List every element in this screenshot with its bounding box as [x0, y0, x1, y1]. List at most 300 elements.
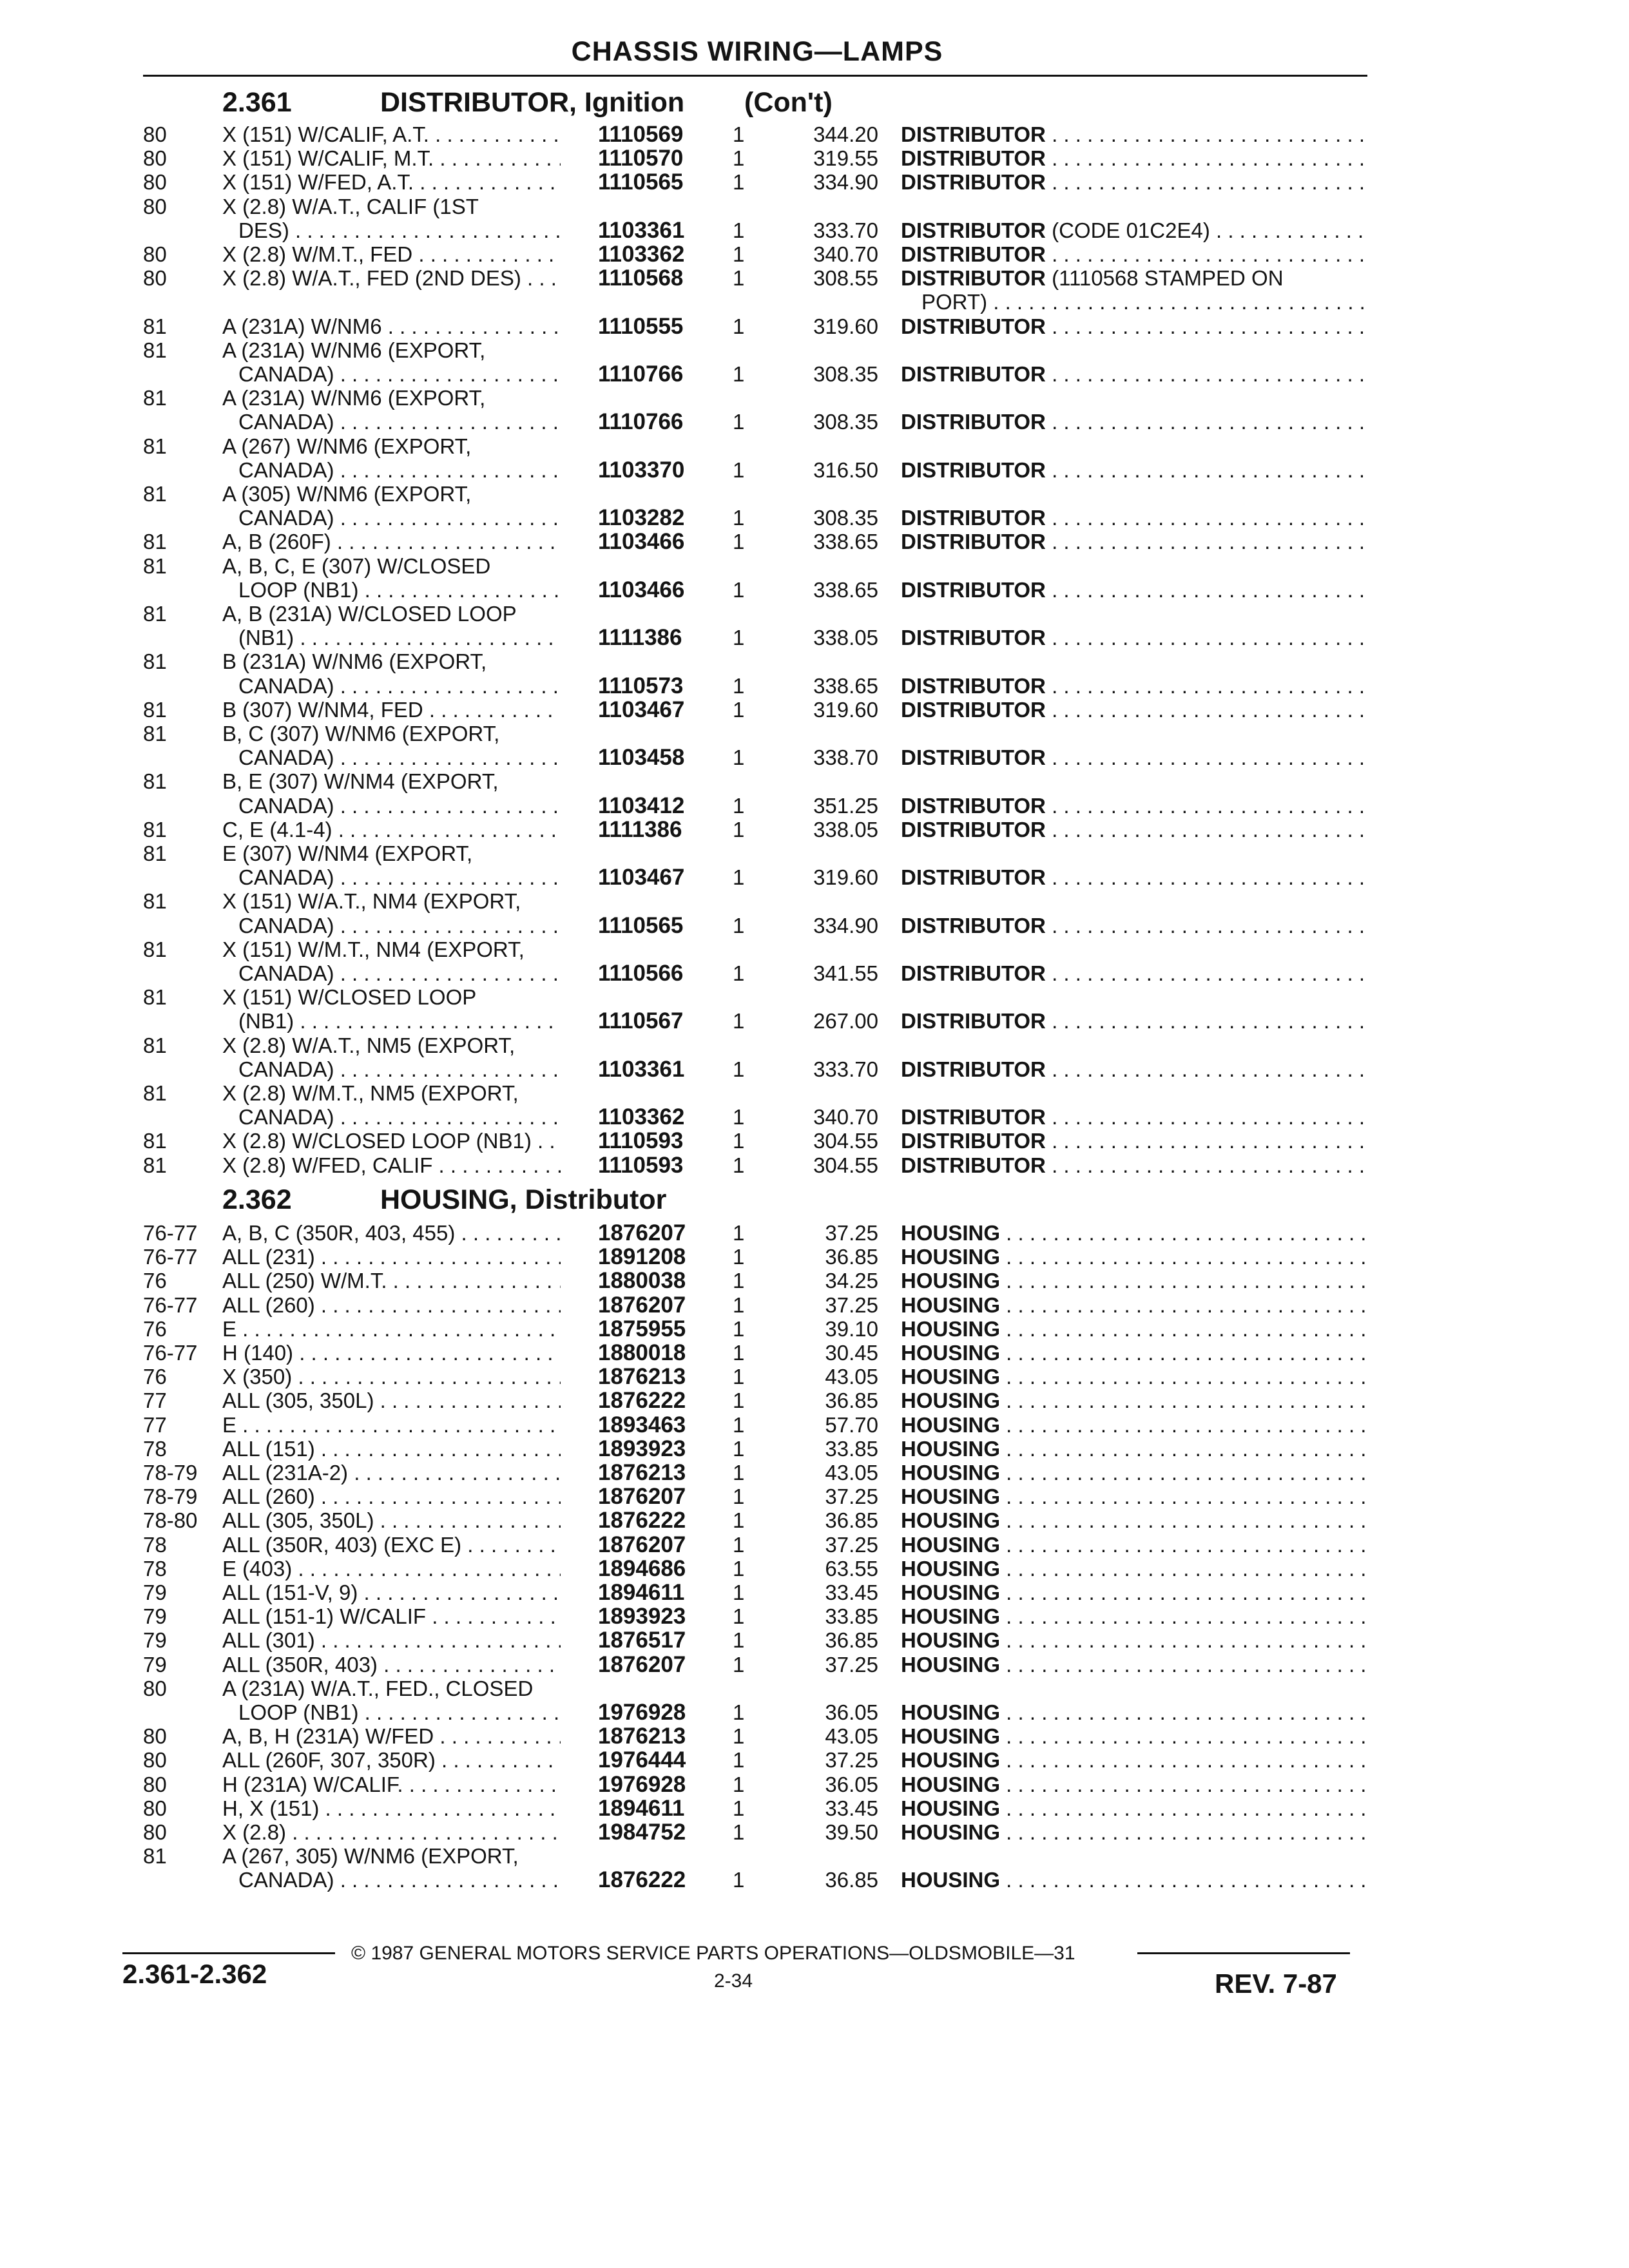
part-name: [901, 506, 1366, 530]
part-name-text: HOUSING: [901, 1772, 1001, 1796]
part-name-text: HOUSING: [901, 1604, 1001, 1629]
price: 340.70: [813, 242, 878, 266]
price: 34.25: [825, 1269, 878, 1293]
part-description: X (2.8) W/A.T., FED (2ND DES) . . .: [222, 266, 561, 290]
quantity: 1: [733, 865, 745, 890]
part-number: 1103466: [598, 577, 685, 602]
model-year: 80: [143, 1820, 167, 1844]
part-number: 1103361: [598, 217, 685, 243]
part-description: ALL (301) . . .: [222, 1628, 561, 1652]
part-number: 1880038: [598, 1268, 686, 1294]
part-description-continued: CANADA) . . .: [238, 865, 561, 889]
part-description-continued: CANADA) . . .: [238, 1057, 561, 1081]
part-name-text: HOUSING: [901, 1365, 1001, 1389]
part-description-continued: CANADA) . . .: [238, 506, 561, 530]
model-year: 79: [143, 1604, 167, 1629]
part-name-text: HOUSING: [901, 1796, 1001, 1820]
part-name: [901, 1461, 1366, 1485]
price: 36.85: [825, 1868, 878, 1892]
part-name: [901, 698, 1366, 722]
quantity: 1: [733, 314, 745, 338]
model-year: 76: [143, 1269, 167, 1293]
part-description: ALL (350R, 403) (EXC E) . . .: [222, 1533, 561, 1557]
price: 36.85: [825, 1245, 878, 1269]
part-name: [901, 961, 1366, 985]
quantity: 1: [733, 1508, 745, 1533]
model-year: 81: [143, 1081, 167, 1105]
part-number: 1110565: [598, 169, 684, 195]
price: 333.70: [813, 218, 878, 242]
part-number: 1876213: [598, 1724, 686, 1749]
model-year: 81: [143, 649, 167, 674]
part-number: 1876207: [598, 1292, 686, 1318]
part-name-text: DISTRIBUTOR: [901, 146, 1046, 171]
part-name-text: DISTRIBUTOR: [901, 626, 1046, 650]
part-description: ALL (231) . . .: [222, 1245, 561, 1269]
part-name-text: HOUSING: [901, 1581, 1001, 1604]
part-name-text: HOUSING: [901, 1820, 1001, 1844]
part-name: [901, 1245, 1366, 1269]
quantity: 1: [733, 1581, 745, 1604]
section-number: 2.362: [222, 1184, 292, 1215]
part-description: A, B, H (231A) W/FED . . .: [222, 1724, 561, 1748]
price: 36.05: [825, 1700, 878, 1724]
model-year: 80: [143, 1748, 167, 1773]
part-name: [901, 1009, 1366, 1033]
part-number: 1876207: [598, 1532, 686, 1557]
quantity: 1: [733, 697, 745, 722]
quantity: 1: [733, 410, 745, 434]
part-name: [901, 1581, 1366, 1604]
quantity: 1: [733, 146, 745, 171]
part-description: X (151) W/CALIF, M.T. . . .: [222, 146, 561, 170]
model-year: 81: [143, 889, 167, 914]
price: 334.90: [813, 170, 878, 195]
part-number: 1103458: [598, 745, 685, 771]
part-description: ALL (305, 350L) . . .: [222, 1508, 561, 1532]
price: 43.05: [825, 1724, 878, 1749]
quantity: 1: [733, 1724, 745, 1749]
part-number: 1984752: [598, 1820, 686, 1845]
footer-copyright: © 1987 GENERAL MOTORS SERVICE PARTS OPERATIONS—OLDSMOBILE—31: [351, 1943, 1075, 1964]
part-name: [901, 1796, 1366, 1820]
quantity: 1: [733, 673, 745, 698]
footer-page-number: 2-34: [714, 1970, 753, 1992]
price: 37.25: [825, 1748, 878, 1773]
part-number: 1110593: [598, 1152, 684, 1178]
part-name-text: DISTRIBUTOR: [901, 1057, 1046, 1081]
model-year: 81: [143, 985, 167, 1010]
price: 37.25: [825, 1652, 878, 1677]
price: 316.50: [813, 457, 878, 482]
price: 319.55: [813, 146, 878, 171]
part-description-continued: (NB1) . . .: [238, 1009, 561, 1033]
part-description: X (2.8) W/M.T., FED . . .: [222, 242, 561, 266]
part-name-text: DISTRIBUTOR: [901, 122, 1046, 146]
quantity: 1: [733, 1700, 745, 1724]
part-name: [901, 1724, 1366, 1748]
part-number: 1894611: [598, 1795, 685, 1821]
part-description: C, E (4.1-4) . . .: [222, 818, 561, 841]
price: 338.05: [813, 817, 878, 841]
model-year: 81: [143, 602, 167, 626]
part-description: B (307) W/NM4, FED . . .: [222, 698, 561, 722]
part-name: [901, 1557, 1366, 1581]
quantity: 1: [733, 1341, 745, 1365]
price: 37.25: [825, 1532, 878, 1557]
part-description-continued: CANADA) . . .: [238, 674, 561, 698]
part-name-text: DISTRIBUTOR: [901, 1009, 1046, 1033]
model-year: 81: [143, 1153, 167, 1177]
part-description: X (2.8) W/M.T., NM5 (EXPORT,: [222, 1081, 519, 1105]
price: 43.05: [825, 1365, 878, 1389]
quantity: 1: [733, 1105, 745, 1129]
model-year: 81: [143, 314, 167, 338]
part-description: A (231A) W/A.T., FED., CLOSED: [222, 1676, 534, 1700]
part-description: H, X (151) . . .: [222, 1796, 561, 1820]
part-name: [901, 818, 1366, 841]
part-name-text: DISTRIBUTOR: [901, 457, 1046, 482]
part-name-text: DISTRIBUTOR: [901, 218, 1046, 242]
part-description: X (2.8) W/CLOSED LOOP (NB1) . . .: [222, 1129, 561, 1153]
part-name-text: DISTRIBUTOR: [901, 266, 1046, 291]
part-number: 1894686: [598, 1555, 686, 1581]
part-name: [901, 914, 1366, 937]
quantity: 1: [733, 218, 745, 242]
part-name: [901, 362, 1366, 386]
price: 304.55: [813, 1129, 878, 1153]
part-number: 1893923: [598, 1436, 686, 1461]
part-name: [901, 674, 1366, 698]
part-name-text: HOUSING: [901, 1628, 1001, 1653]
part-description-continued: LOOP (NB1) . . .: [238, 578, 561, 602]
part-name: [901, 1057, 1366, 1081]
part-name-text: HOUSING: [901, 1724, 1001, 1749]
part-name: [901, 745, 1366, 769]
quantity: 1: [733, 1748, 745, 1773]
part-name: [901, 146, 1366, 170]
part-description: E (307) W/NM4 (EXPORT,: [222, 841, 473, 865]
quantity: 1: [733, 1461, 745, 1485]
part-name-text: DISTRIBUTOR: [901, 673, 1046, 698]
model-year: 78-79: [143, 1461, 198, 1485]
part-name: [901, 1413, 1366, 1437]
part-name: [901, 1221, 1366, 1245]
price: 33.85: [825, 1436, 878, 1461]
part-name: [901, 1485, 1366, 1508]
part-name: [901, 1773, 1366, 1796]
part-name-text: DISTRIBUTOR: [901, 577, 1046, 602]
part-description: X (350) . . .: [222, 1365, 561, 1389]
part-name-text: HOUSING: [901, 1316, 1001, 1341]
quantity: 1: [733, 506, 745, 530]
part-description: A, B, C, E (307) W/CLOSED: [222, 553, 491, 578]
part-name: [901, 530, 1366, 553]
part-description: X (151) W/FED, A.T. . . .: [222, 170, 561, 194]
part-name-text: HOUSING: [901, 1868, 1001, 1892]
part-name-text: DISTRIBUTOR: [901, 410, 1046, 434]
price: 338.65: [813, 530, 878, 554]
part-name-text: HOUSING: [901, 1748, 1001, 1773]
part-number: 1876207: [598, 1220, 686, 1245]
model-year: 81: [143, 530, 167, 554]
part-name: [901, 1700, 1366, 1724]
part-number: 1876207: [598, 1651, 686, 1677]
quantity: 1: [733, 457, 745, 482]
part-description-continued: CANADA) . . .: [238, 458, 561, 482]
part-number: 1110766: [598, 409, 684, 435]
price: 57.70: [825, 1412, 878, 1437]
part-description: B, E (307) W/NM4 (EXPORT,: [222, 769, 499, 794]
part-name-text: DISTRIBUTOR: [901, 506, 1046, 530]
part-number: 1110570: [598, 146, 684, 171]
quantity: 1: [733, 1269, 745, 1293]
model-year: 80: [143, 1796, 167, 1820]
part-number: 1894611: [598, 1580, 685, 1605]
part-number: 1976928: [598, 1771, 686, 1797]
part-description: A (231A) W/NM6 . . .: [222, 314, 561, 338]
part-number: 1103412: [598, 793, 685, 818]
part-description-continued: CANADA) . . .: [238, 961, 561, 985]
quantity: 1: [733, 122, 745, 146]
part-description: E . . .: [222, 1317, 561, 1341]
part-name-text: HOUSING: [901, 1436, 1001, 1461]
quantity: 1: [733, 913, 745, 937]
part-name-text: DISTRIBUTOR: [901, 314, 1046, 338]
part-name: [901, 458, 1366, 482]
part-number: 1876222: [598, 1867, 686, 1893]
price: 33.85: [825, 1604, 878, 1629]
model-year: 80: [143, 242, 167, 266]
model-year: 80: [143, 170, 167, 195]
header-rule: [143, 75, 1367, 77]
quantity: 1: [733, 1153, 745, 1177]
quantity: 1: [733, 1293, 745, 1317]
price: 319.60: [813, 697, 878, 722]
section-heading: DISTRIBUTOR, Ignition: [380, 87, 685, 118]
part-description: E (403) . . .: [222, 1557, 561, 1581]
quantity: 1: [733, 1412, 745, 1437]
part-description: ALL (250) W/M.T. . . .: [222, 1269, 561, 1293]
part-number: 1880018: [598, 1340, 686, 1365]
price: 43.05: [825, 1461, 878, 1485]
model-year: 81: [143, 1033, 167, 1057]
model-year: 81: [143, 553, 167, 578]
part-number: 1103467: [598, 697, 685, 722]
part-description: X (151) W/CALIF, A.T. . . .: [222, 122, 561, 146]
part-description: ALL (260) . . .: [222, 1485, 561, 1508]
price: 338.70: [813, 745, 878, 770]
price: 267.00: [813, 1009, 878, 1033]
footer-section-range: 2.361-2.362: [122, 1959, 267, 1989]
part-description: E . . .: [222, 1413, 561, 1437]
part-description: ALL (350R, 403) . . .: [222, 1653, 561, 1677]
part-number: 1110593: [598, 1128, 684, 1154]
part-name-text: HOUSING: [901, 1461, 1001, 1485]
part-description: ALL (231A-2) . . .: [222, 1461, 561, 1485]
part-name: [901, 1437, 1366, 1461]
model-year: 80: [143, 266, 167, 291]
part-number: 1103361: [598, 1056, 685, 1082]
part-name-text: DISTRIBUTOR: [901, 793, 1046, 818]
part-name: [901, 410, 1366, 434]
part-note-continued: PORT) . . .: [921, 290, 1366, 314]
part-description: X (2.8) . . .: [222, 1820, 561, 1844]
part-description: H (140) . . .: [222, 1341, 561, 1365]
part-number: 1111386: [598, 625, 682, 651]
part-number: 1976928: [598, 1699, 686, 1725]
model-year: 76-77: [143, 1293, 198, 1317]
part-name: [901, 865, 1366, 889]
model-year: 76-77: [143, 1341, 198, 1365]
part-number: 1110567: [598, 1008, 684, 1034]
price: 341.55: [813, 961, 878, 985]
part-name: [901, 578, 1366, 602]
model-year: 81: [143, 338, 167, 362]
quantity: 1: [733, 1820, 745, 1844]
model-year: 81: [143, 386, 167, 410]
part-name-text: DISTRIBUTOR: [901, 961, 1046, 985]
part-number: 1110573: [598, 673, 684, 698]
price: 308.35: [813, 361, 878, 386]
part-description: B (231A) W/NM6 (EXPORT,: [222, 649, 487, 674]
model-year: 76: [143, 1365, 167, 1389]
part-name: [901, 242, 1366, 266]
part-description-continued: CANADA) . . .: [238, 362, 561, 386]
part-name: [901, 1653, 1366, 1677]
part-name-text: DISTRIBUTOR: [901, 361, 1046, 386]
quantity: 1: [733, 1009, 745, 1033]
part-description-continued: CANADA) . . .: [238, 745, 561, 769]
quantity: 1: [733, 1556, 745, 1581]
part-description-continued: DES) . . .: [238, 218, 561, 242]
part-number: 1110766: [598, 361, 684, 387]
price: 37.25: [825, 1221, 878, 1245]
part-description: X (2.8) W/A.T., NM5 (EXPORT,: [222, 1033, 516, 1057]
quantity: 1: [733, 1129, 745, 1153]
part-description: X (2.8) W/A.T., CALIF (1ST: [222, 194, 479, 218]
quantity: 1: [733, 1604, 745, 1629]
part-number: 1103362: [598, 242, 685, 267]
quantity: 1: [733, 1245, 745, 1269]
price: 37.25: [825, 1293, 878, 1317]
quantity: 1: [733, 626, 745, 650]
part-name-text: HOUSING: [901, 1556, 1001, 1581]
part-number: 1876213: [598, 1460, 686, 1485]
part-name: [901, 1129, 1366, 1153]
part-name-text: HOUSING: [901, 1341, 1001, 1365]
part-note: (CODE 01C2E4): [1052, 218, 1210, 242]
part-number: 1876222: [598, 1508, 686, 1533]
part-number: 1103282: [598, 505, 685, 531]
quantity: 1: [733, 1772, 745, 1796]
quantity: 1: [733, 1389, 745, 1413]
quantity: 1: [733, 961, 745, 985]
part-note: (1110568 STAMPED ON: [1052, 266, 1284, 291]
part-number: 1876517: [598, 1628, 686, 1653]
price: 36.05: [825, 1772, 878, 1796]
part-description: ALL (260) . . .: [222, 1293, 561, 1317]
part-name: [901, 170, 1366, 194]
part-number: 1875955: [598, 1316, 686, 1341]
part-name: [901, 1105, 1366, 1129]
price: 30.45: [825, 1341, 878, 1365]
model-year: 80: [143, 1676, 167, 1700]
section-number: 2.361: [222, 87, 292, 118]
model-year: 77: [143, 1389, 167, 1413]
price: 39.50: [825, 1820, 878, 1844]
quantity: 1: [733, 1796, 745, 1820]
price: 308.35: [813, 410, 878, 434]
part-description-continued: LOOP (NB1) . . .: [238, 1700, 561, 1724]
part-name-text: DISTRIBUTOR: [901, 1105, 1046, 1129]
model-year: 78: [143, 1436, 167, 1461]
part-name-text: HOUSING: [901, 1508, 1001, 1533]
part-name-text: DISTRIBUTOR: [901, 697, 1046, 722]
model-year: 80: [143, 122, 167, 146]
part-number: 1103370: [598, 457, 685, 483]
part-description: H (231A) W/CALIF. . . .: [222, 1773, 561, 1796]
price: 344.20: [813, 122, 878, 146]
quantity: 1: [733, 242, 745, 266]
part-number: 1103466: [598, 529, 685, 555]
price: 308.55: [813, 266, 878, 291]
quantity: 1: [733, 1628, 745, 1653]
footer-revision: REV. 7-87: [1215, 1968, 1337, 1999]
part-name: [901, 1868, 1366, 1892]
quantity: 1: [733, 1652, 745, 1677]
part-description: ALL (151-1) W/CALIF . . .: [222, 1604, 561, 1628]
model-year: 80: [143, 146, 167, 171]
part-number: 1110568: [598, 265, 684, 291]
model-year: 81: [143, 769, 167, 794]
part-number: 1111386: [598, 816, 682, 842]
part-name: [901, 1820, 1366, 1844]
part-name: [901, 1748, 1366, 1772]
model-year: 81: [143, 1129, 167, 1153]
part-name-text: DISTRIBUTOR: [901, 865, 1046, 890]
quantity: 1: [733, 745, 745, 770]
part-name-text: DISTRIBUTOR: [901, 242, 1046, 266]
part-name: [901, 266, 1366, 290]
price: 304.55: [813, 1153, 878, 1177]
model-year: 78: [143, 1532, 167, 1557]
part-number: 1876213: [598, 1364, 686, 1390]
part-name: [901, 1365, 1366, 1389]
part-name-text: DISTRIBUTOR: [901, 1129, 1046, 1153]
part-name: [901, 1604, 1366, 1628]
price: 351.25: [813, 793, 878, 818]
price: 63.55: [825, 1556, 878, 1581]
part-number: 1893923: [598, 1604, 686, 1629]
quantity: 1: [733, 1436, 745, 1461]
part-number: 1110555: [598, 313, 684, 339]
part-number: 1891208: [598, 1244, 686, 1270]
part-description: X (151) W/A.T., NM4 (EXPORT,: [222, 889, 521, 914]
model-year: 81: [143, 697, 167, 722]
price: 39.10: [825, 1316, 878, 1341]
part-name-text: DISTRIBUTOR: [901, 170, 1046, 195]
part-description: A, B (231A) W/CLOSED LOOP: [222, 602, 517, 626]
part-name: [901, 1317, 1366, 1341]
model-year: 81: [143, 482, 167, 506]
price: 36.85: [825, 1389, 878, 1413]
model-year: 79: [143, 1628, 167, 1653]
quantity: 1: [733, 1365, 745, 1389]
part-description: ALL (305, 350L) . . .: [222, 1389, 561, 1412]
price: 319.60: [813, 314, 878, 338]
part-description-continued: CANADA) . . .: [238, 914, 561, 937]
